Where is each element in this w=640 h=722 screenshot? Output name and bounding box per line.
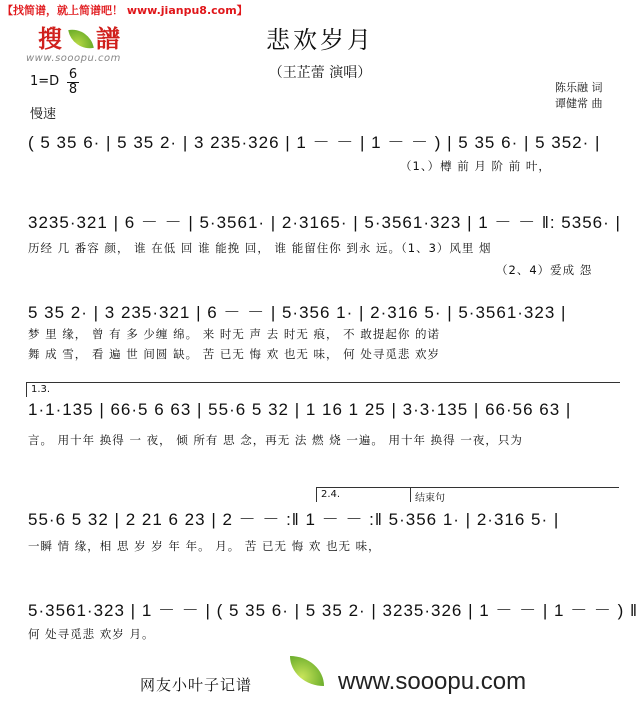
logo-right-char: 譜 [96,25,120,53]
song-title: 悲欢岁月 [266,26,374,54]
volta-2-4: 2.4. [316,487,411,502]
tempo-marking: 慢速 [30,107,57,122]
staff-4-notes: 1·1·135 | 66·5 6 63 | 55·6 5 32 | 1 16 1 25 | 3·3·135 | 66·56 63 | [28,400,572,419]
composer: 谭健常 曲 [555,97,603,110]
leaf-logo-icon [290,656,324,686]
lyricist: 陈乐融 词 [555,81,603,94]
credits [555,80,603,112]
staff-2-notes: 3235·321 | 6 － － | 5·3561· | 2·3165· | 5·3561·323 | 1 － － ‖: 5356· | [28,213,621,232]
logo-url: www.sooopu.com [26,53,121,64]
staff-2-lyrics-1: 历经 几 番容 颜， 谁 在低 回 谁 能挽 回， 谁 能留住你 到永 远。（1、3）风里 烟 [28,241,492,255]
staff-5-notes: 55·6 5 32 | 2 21 6 23 | 2 － － :‖ 1 － － :‖ 5·356 1· | 2·316 5· | [28,510,560,529]
staff-4-lyrics: 言。 用十年 换得 一 夜， 倾 所有 思 念，再无 法 燃 烧 一遍。 用十年 换得 一夜，只为 [28,433,523,447]
time-signature [67,68,79,97]
logo-left-char: 搜 [38,25,62,53]
staff-6-notes: 5·3561·323 | 1 － － | ( 5 35 6· | 5 35 2· | 3235·326 | 1 － － | 1 － － ) ‖ [28,601,639,620]
staff-3-lyrics-1: 梦 里 缘， 曾 有 多 少缠 绵。 来 时无 声 去 时无 痕， 不 敢提起你 的诺 [28,327,440,341]
transcriber-credit: 网友小叶子记谱 [140,676,253,694]
staff-2-lyrics-2: （2、4）爱成 怨 [496,263,593,277]
staff-3-notes: 5 35 2· | 3 235·321 | 6 － － | 5·356 1· | 2·316 5· | 5·3561·323 | [28,303,567,322]
staff-6-lyrics: 何 处寻觅悲 欢岁 月。 [28,627,155,641]
staff-1-notes: ( 5 35 6· | 5 35 2· | 3 235·326 | 1 － － | 1 － － ) | 5 35 6· | 5 352· | [28,133,601,152]
staff-5-lyrics: 一瞬 情 缘，相 思 岁 岁 年 年。 月。 苦 已无 悔 欢 也无 味， [28,539,381,553]
volta-1-3: 1.3. [26,382,620,397]
singer: （王芷蕾 演唱） [268,65,372,81]
staff-3-lyrics-2: 舞 成 雪， 看 遍 世 间圆 缺。 苦 已无 悔 欢 也无 味， 何 处寻觅悲 欢岁 [28,347,440,361]
footer-url[interactable]: www.sooopu.com [338,668,527,695]
key-signature: 1=D [30,74,60,89]
site-banner[interactable]: 【找简谱，就上简谱吧！ www.jianpu8.com】 [2,4,248,17]
time-denominator: 8 [68,82,78,97]
ending-label: 结束句 [410,487,619,502]
staff-1-lyrics: （1、）樽 前 月 阶 前 叶， [400,159,551,173]
time-numerator: 6 [68,67,78,82]
